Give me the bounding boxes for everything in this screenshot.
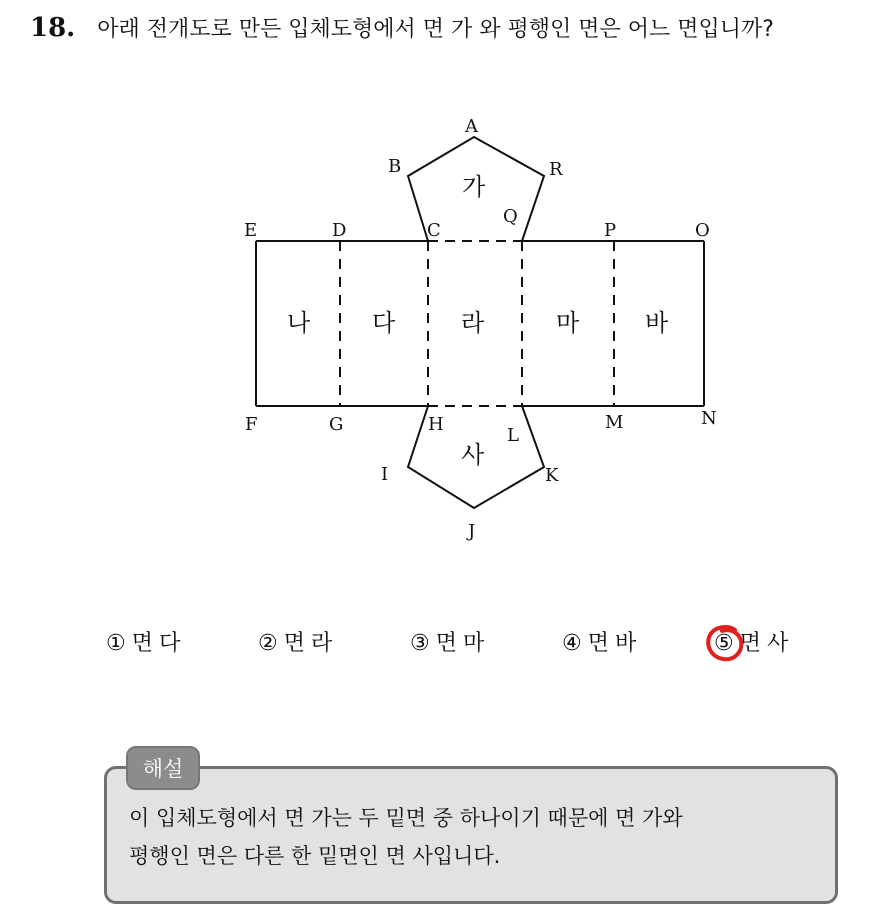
choice-5-number <box>714 631 734 656</box>
answer-choices <box>106 626 866 657</box>
choice-4-label: 면바 <box>587 631 643 656</box>
choice-3-number: ③ <box>410 631 430 656</box>
choice-4[interactable] <box>562 626 714 657</box>
vertex-B: B <box>388 156 402 177</box>
face-da: 다 <box>372 309 396 337</box>
face-ga: 가 <box>462 173 486 201</box>
vertex-I: I <box>381 464 389 485</box>
vertex-P: P <box>604 220 617 241</box>
choice-2[interactable] <box>258 626 410 657</box>
face-ba: 바 <box>645 309 669 337</box>
choice-1-number: ① <box>106 631 126 656</box>
face-na: 나 <box>287 309 311 337</box>
vertex-L: L <box>507 425 519 446</box>
vertex-R: R <box>549 159 563 180</box>
choice-5[interactable] <box>714 626 866 657</box>
question-text: 아래 전개도로 만든 입체도형에서 면 가 와 평행인 면은 어느 면입니까? <box>97 17 774 42</box>
vertex-E: E <box>244 220 258 241</box>
vertex-F: F <box>245 414 258 435</box>
explanation-box <box>104 766 838 904</box>
choice-1[interactable] <box>106 626 258 657</box>
vertex-C: C <box>427 220 441 241</box>
vertex-J: J <box>468 521 476 542</box>
face-ma: 마 <box>556 309 580 337</box>
vertex-N: N <box>701 408 717 429</box>
vertex-K: K <box>545 465 559 486</box>
choice-3-label: 면마 <box>435 631 491 656</box>
question-number: 18. <box>30 13 76 43</box>
choice-5-number-text: ⑤ <box>714 631 734 656</box>
explanation-line-2: 평행인 면은 다른 한 밑면인 면 사입니다. <box>129 844 501 868</box>
explanation-tag: 해설 <box>126 746 200 790</box>
explanation-line-1: 이 입체도형에서 면 가는 두 밑면 중 하나이기 때문에 면 가와 <box>129 806 683 830</box>
choice-2-label: 면라 <box>283 631 339 656</box>
face-ra: 라 <box>461 309 485 337</box>
vertex-Q: Q <box>503 206 518 227</box>
vertex-G: G <box>329 414 344 435</box>
choice-1-label: 면다 <box>131 631 187 656</box>
choice-5-label: 면사 <box>739 631 795 656</box>
vertex-D: D <box>332 220 347 241</box>
choice-3[interactable] <box>410 626 562 657</box>
vertex-H: H <box>428 414 444 435</box>
vertex-A: A <box>465 116 478 137</box>
choice-2-number: ② <box>258 631 278 656</box>
vertex-M: M <box>605 412 624 433</box>
choice-4-number: ④ <box>562 631 582 656</box>
vertex-O: O <box>695 220 710 241</box>
face-sa: 사 <box>461 441 485 469</box>
